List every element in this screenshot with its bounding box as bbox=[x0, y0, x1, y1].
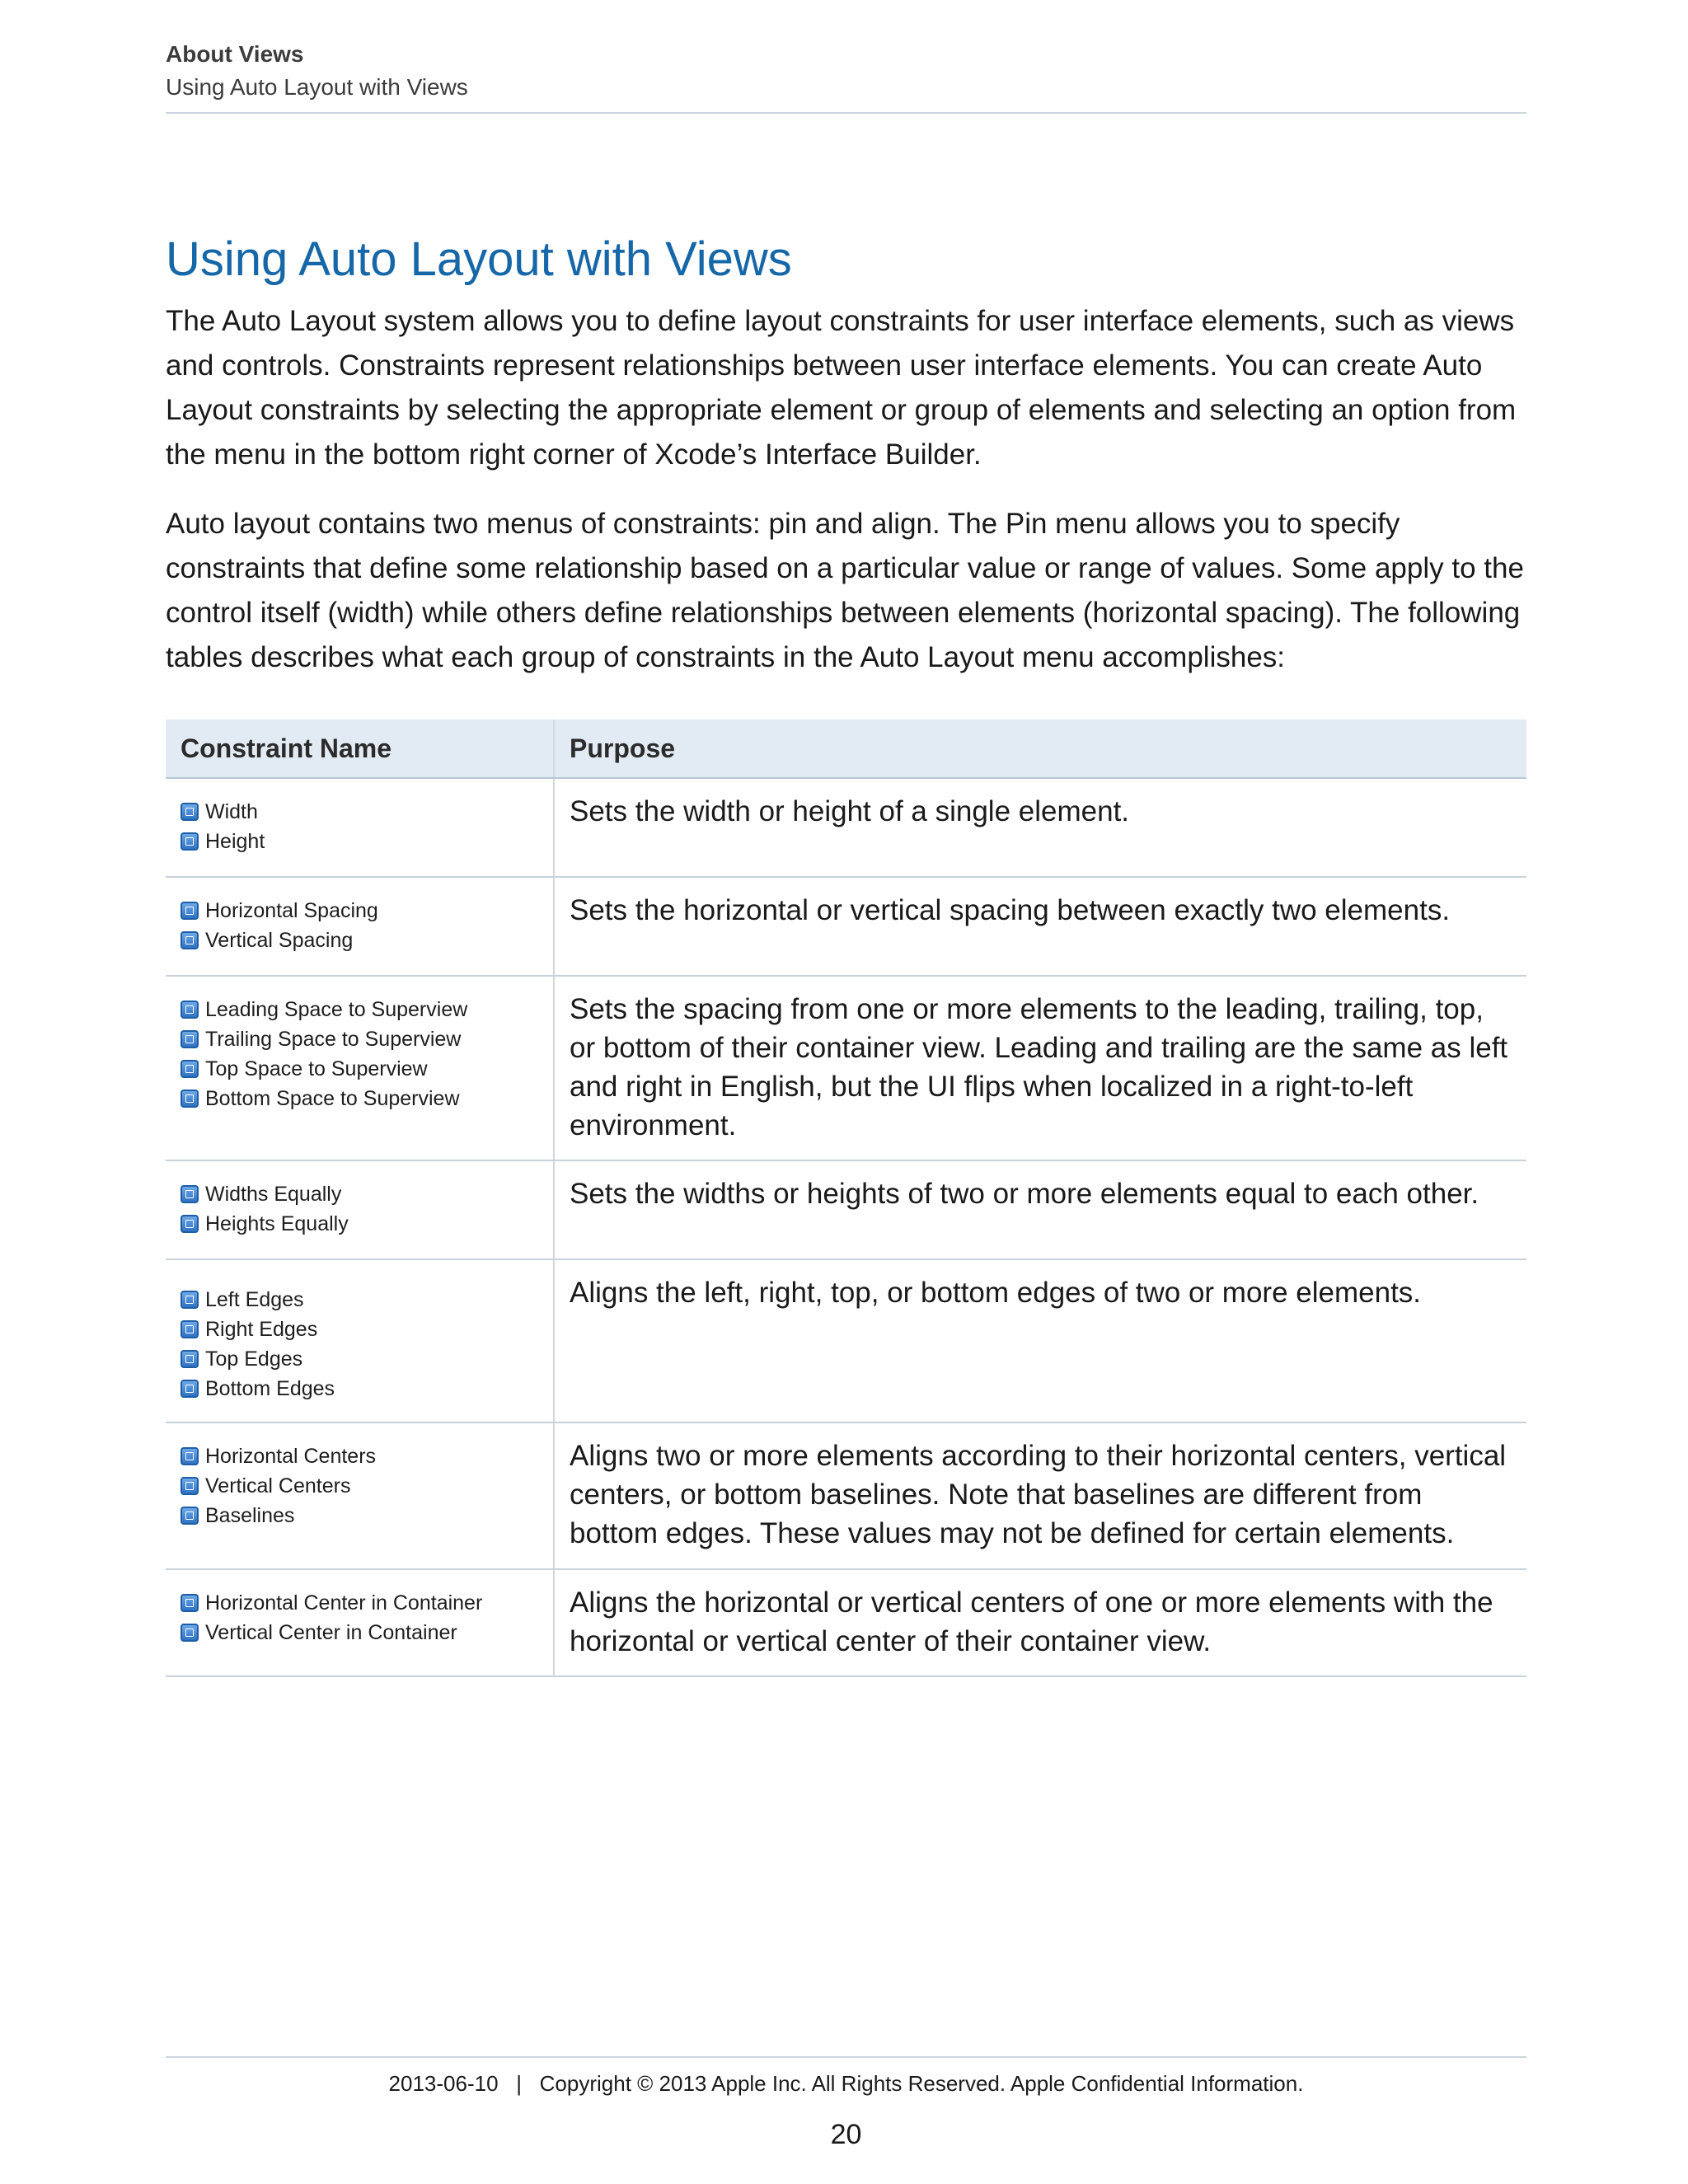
constraints-table bbox=[166, 719, 1526, 1677]
vertical-centers-icon bbox=[181, 1477, 199, 1495]
constraint-label: Widths Equally bbox=[205, 1182, 342, 1206]
constraint-names bbox=[166, 778, 554, 877]
top-edges-icon bbox=[181, 1350, 199, 1368]
constraint-item bbox=[181, 1588, 553, 1618]
horizontal-spacing-icon bbox=[181, 902, 199, 920]
header-constraint-name: Constraint Name bbox=[166, 719, 554, 778]
vertical-spacing-icon bbox=[181, 931, 199, 949]
constraint-item bbox=[181, 926, 553, 955]
constraint-label: Left Edges bbox=[205, 1287, 304, 1311]
horizontal-center-container-icon bbox=[181, 1594, 199, 1612]
purpose-cell: Sets the width or height of a single element. bbox=[554, 778, 1526, 877]
constraint-label: Height bbox=[205, 829, 265, 853]
running-header bbox=[166, 38, 1526, 104]
height-constraint-icon bbox=[181, 832, 199, 851]
constraint-item bbox=[181, 1344, 553, 1374]
constraint-label: Horizontal Spacing bbox=[205, 898, 378, 922]
table-row bbox=[166, 1422, 1526, 1569]
constraint-label: Width bbox=[205, 799, 258, 823]
constraint-item bbox=[181, 995, 553, 1024]
intro-paragraph: The Auto Layout system allows you to define layout constraints for user interface elements, such as views and controls. Constraints represent relationships between user interface elements. You can create Auto Layout constraints by selecting the appropriate element or group of elements and selecting an option from the menu in the bottom right corner of Xcode’s Interface Builder. bbox=[166, 305, 1517, 471]
constraint-names bbox=[166, 1160, 554, 1259]
constraint-label: Vertical Spacing bbox=[205, 928, 354, 952]
constraint-item bbox=[181, 1084, 553, 1113]
constraint-label: Bottom Edges bbox=[205, 1376, 335, 1400]
constraint-label: Baselines bbox=[205, 1503, 295, 1527]
horizontal-centers-icon bbox=[181, 1447, 199, 1465]
bottom-edges-icon bbox=[181, 1380, 199, 1398]
footer-copyright: 2013-06-10 | Copyright © 2013 Apple Inc. All Rights Reserved. Apple Confidential Information. bbox=[388, 2071, 1304, 2096]
constraint-item bbox=[181, 1618, 553, 1647]
width-constraint-icon bbox=[181, 803, 199, 821]
constraint-item bbox=[181, 1501, 553, 1530]
constraint-names bbox=[166, 1259, 554, 1422]
constraint-item bbox=[181, 1285, 553, 1315]
constraint-names bbox=[166, 1422, 554, 1569]
constraint-item bbox=[181, 1315, 553, 1344]
constraint-label: Leading Space to Superview bbox=[205, 997, 468, 1021]
table-header-row bbox=[166, 719, 1526, 778]
constraint-item bbox=[181, 1471, 553, 1501]
leading-space-icon bbox=[181, 1001, 199, 1019]
table-row bbox=[166, 1160, 1526, 1259]
constraint-label: Horizontal Centers bbox=[205, 1444, 377, 1468]
widths-equally-icon bbox=[181, 1185, 199, 1203]
constraint-label: Top Space to Superview bbox=[205, 1057, 428, 1080]
constraint-label: Top Edges bbox=[205, 1347, 303, 1371]
constraint-label: Right Edges bbox=[205, 1317, 318, 1341]
table-row bbox=[166, 976, 1526, 1160]
constraint-label: Horizontal Center in Container bbox=[205, 1591, 483, 1615]
page-title: Using Auto Layout with Views bbox=[166, 232, 792, 286]
constraint-label: Heights Equally bbox=[205, 1212, 349, 1235]
header-purpose: Purpose bbox=[554, 719, 1526, 778]
purpose-cell: Aligns the horizontal or vertical centers of one or more elements with the horizontal or vertical center of their container view. bbox=[554, 1569, 1526, 1676]
constraint-names bbox=[166, 877, 554, 976]
menus-paragraph: Auto layout contains two menus of constraints: pin and align. The Pin menu allows you to specify constraints that define some relationship based on a particular value or range of values. Some apply to the control itself (width) while others define relationships between elements (horizontal spacing). The following tables describes what each group of constraints in the Auto Layout menu accomplishes: bbox=[166, 508, 1524, 673]
page-number: 20 bbox=[830, 2119, 862, 2150]
constraint-item bbox=[181, 1441, 553, 1471]
constraint-item bbox=[181, 1024, 553, 1054]
table-row bbox=[166, 1569, 1526, 1676]
constraint-item bbox=[181, 1179, 553, 1209]
constraint-item bbox=[181, 797, 553, 827]
heights-equally-icon bbox=[181, 1215, 199, 1233]
constraint-label: Vertical Centers bbox=[205, 1474, 351, 1497]
constraint-item bbox=[181, 1054, 553, 1084]
constraint-label: Trailing Space to Superview bbox=[205, 1027, 462, 1051]
header-rule bbox=[166, 112, 1526, 114]
baselines-icon bbox=[181, 1507, 199, 1525]
constraint-item bbox=[181, 827, 553, 856]
constraint-item bbox=[181, 896, 553, 926]
constraint-names bbox=[166, 976, 554, 1160]
constraint-item bbox=[181, 1209, 553, 1239]
header-section: Using Auto Layout with Views bbox=[166, 74, 468, 100]
header-chapter: About Views bbox=[166, 41, 304, 67]
table-row bbox=[166, 1259, 1526, 1422]
purpose-cell: Aligns two or more elements according to their horizontal centers, vertical centers, or bottom baselines. Note that baselines are different from bottom edges. These values may not be defined for certain elements. bbox=[554, 1422, 1526, 1569]
trailing-space-icon bbox=[181, 1030, 199, 1048]
constraint-label: Bottom Space to Superview bbox=[205, 1086, 460, 1110]
table-row bbox=[166, 877, 1526, 976]
constraint-item bbox=[181, 1374, 553, 1404]
purpose-cell: Aligns the left, right, top, or bottom edges of two or more elements. bbox=[554, 1259, 1526, 1422]
purpose-cell: Sets the widths or heights of two or more elements equal to each other. bbox=[554, 1160, 1526, 1259]
vertical-center-container-icon bbox=[181, 1624, 199, 1642]
table-row bbox=[166, 778, 1526, 877]
right-edges-icon bbox=[181, 1320, 199, 1338]
purpose-cell: Sets the horizontal or vertical spacing between exactly two elements. bbox=[554, 877, 1526, 976]
constraint-names bbox=[166, 1569, 554, 1676]
bottom-space-icon bbox=[181, 1090, 199, 1108]
purpose-cell: Sets the spacing from one or more elements to the leading, trailing, top, or bottom of their container view. Leading and trailing are the same as left and right in English, but the UI flips when localized in a right-to-left environment. bbox=[554, 976, 1526, 1160]
top-space-icon bbox=[181, 1060, 199, 1078]
constraint-label: Vertical Center in Container bbox=[205, 1620, 457, 1644]
left-edges-icon bbox=[181, 1291, 199, 1309]
footer-rule bbox=[166, 2056, 1526, 2058]
